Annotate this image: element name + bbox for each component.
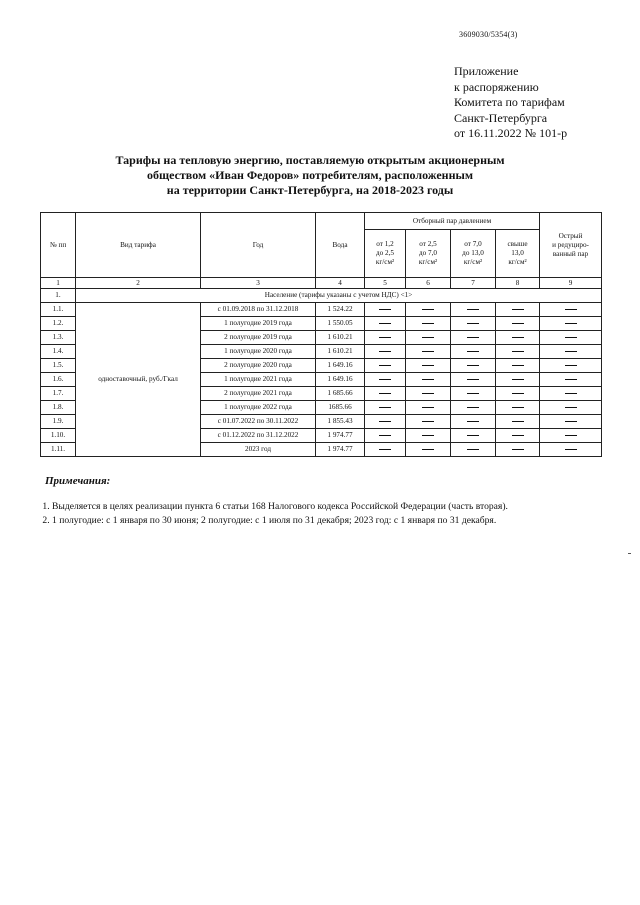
tariff-type-cell: одноставочный, руб./Гкал [76,303,201,457]
dash [565,449,577,450]
appendix-line: Приложение [454,64,519,78]
scan-mark [628,553,631,554]
dash [467,351,479,352]
title-line: Тарифы на тепловую энергию, поставляемую открытым акционерным [115,153,505,167]
dash [422,393,434,394]
header-steam-3: от 7,0 до 13,0 кг/см² [451,230,496,278]
table-row: 1.8. 1 полугодие 2022 года 1685.66 [41,401,602,415]
header-steam-group: Отборный пар давлением [365,213,540,230]
appendix-block [454,64,567,142]
dash [379,421,391,422]
dash [422,449,434,450]
table-row: 1.4. 1 полугодие 2020 года 1 610.21 [41,345,602,359]
dash [467,365,479,366]
header-tariff-type: Вид тарифа [76,213,201,278]
table-row: 1.11. 2023 год 1 974.77 [41,443,602,457]
dash [565,379,577,380]
document-number: 3609030/5354(3) [459,30,518,39]
dash [422,323,434,324]
dash [422,435,434,436]
dash [422,421,434,422]
dash [512,407,524,408]
dash [422,365,434,366]
table-row: 1.3. 2 полугодие 2019 года 1 610.21 [41,331,602,345]
dash [512,449,524,450]
dash [467,435,479,436]
dash [512,365,524,366]
tariff-table [40,212,602,457]
dash [379,337,391,338]
dash [565,365,577,366]
dash [379,407,391,408]
dash [422,379,434,380]
dash [512,379,524,380]
notes-list [38,500,508,528]
column-number-row: 1 2 3 4 5 6 7 8 9 [41,278,602,289]
header-water: Вода [316,213,365,278]
dash [467,337,479,338]
header-steam-4: свыше 13,0 кг/см² [496,230,540,278]
dash [565,323,577,324]
title-line: на территории Санкт-Петербурга, на 2018-2023 годы [166,183,454,197]
dash [512,337,524,338]
dash [379,309,391,310]
dash [512,435,524,436]
dash [565,435,577,436]
header-sharp-steam: Острый и редуциро- ванный пар [540,213,602,278]
table-row: 1.1. одноставочный, руб./Гкал с 01.09.2018 по 31.12.2018 1 524.22 [41,303,602,317]
note-item: 1. Выделяется в целях реализации пункта 6 статьи 168 Налогового кодекса Российской Федерации (часть вторая). [52,500,508,514]
table-row: 1.2. 1 полугодие 2019 года 1 550.05 [41,317,602,331]
dash [379,365,391,366]
dash [512,421,524,422]
dash [422,407,434,408]
header-steam-2: от 2,5 до 7,0 кг/см² [406,230,451,278]
dash [379,435,391,436]
dash [467,449,479,450]
dash [467,421,479,422]
header-num: № пп [41,213,76,278]
appendix-line: от 16.11.2022 № 101-р [454,126,568,140]
section-num: 1. [41,289,76,303]
dash [565,337,577,338]
dash [422,309,434,310]
dash [467,407,479,408]
title-line: обществом «Иван Федоров» потребителям, расположенным [146,168,474,182]
section-label: Население (тарифы указаны с учетом НДС) <1> [76,289,602,303]
dash [379,393,391,394]
dash [565,309,577,310]
dash [422,351,434,352]
dash [565,393,577,394]
header-steam-1: от 1,2 до 2,5 кг/см² [365,230,406,278]
dash [379,449,391,450]
dash [565,421,577,422]
table-row: 1.6. 1 полугодие 2021 года 1 649.16 [41,373,602,387]
appendix-line: к распоряжению [454,79,539,94]
dash [467,379,479,380]
dash [379,379,391,380]
document-title [80,153,540,198]
table-row: 1.10. с 01.12.2022 по 31.12.2022 1 974.77 [41,429,602,443]
dash [512,309,524,310]
header-year: Год [201,213,316,278]
notes-title: Примечания: [45,475,111,487]
dash [379,351,391,352]
dash [512,351,524,352]
dash [379,323,391,324]
dash [512,393,524,394]
dash [565,351,577,352]
dash [565,407,577,408]
dash [467,323,479,324]
appendix-line: Санкт-Петербурга [454,110,548,125]
table-row: 1.9. с 01.07.2022 по 30.11.2022 1 855.43 [41,415,602,429]
table-row: 1.5. 2 полугодие 2020 года 1 649.16 [41,359,602,373]
note-item: 2. 1 полугодие: с 1 января по 30 июня; 2 полугодие: с 1 июля по 31 декабря; 2023 год: с 1 января по 31 декабря. [52,514,508,528]
section-row [41,289,602,303]
dash [467,309,479,310]
dash [422,337,434,338]
table-row: 1.7. 2 полугодие 2021 года 1 685.66 [41,387,602,401]
appendix-line: Комитета по тарифам [454,95,565,109]
dash [467,393,479,394]
dash [512,323,524,324]
